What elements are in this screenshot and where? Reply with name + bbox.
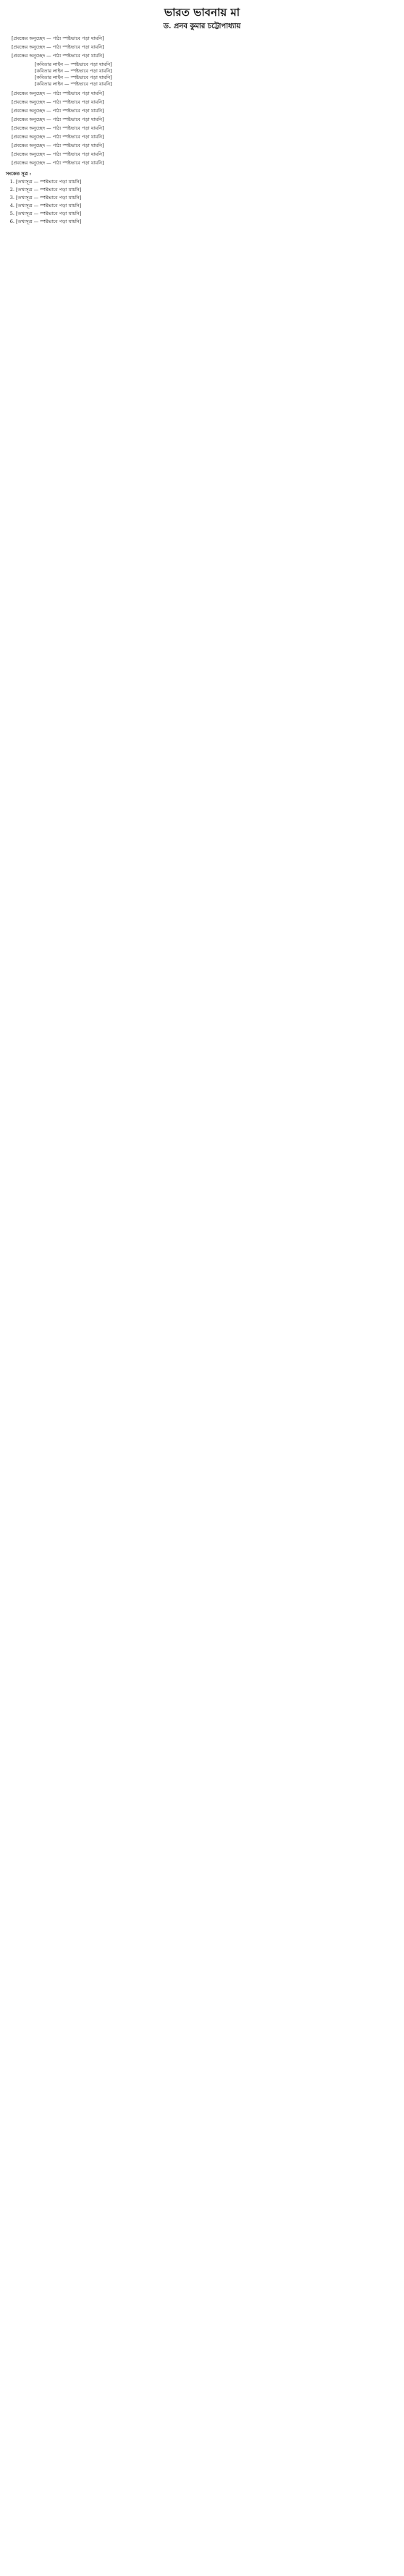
body-paragraph: [প্রবন্ধের অনুচ্ছেদ — পাঠ্য স্পষ্টভাবে পড়া যায়নি]: [12, 99, 104, 105]
article-body: [6, 35, 398, 167]
poem-line: [কবিতার লাইন — স্পষ্টভাবে পড়া যায়নি]: [35, 75, 112, 80]
reference-item: 6. [তথ্যসূত্র — স্পষ্টভাবে পড়া যায়নি]: [16, 219, 398, 225]
body-paragraph: [প্রবন্ধের অনুচ্ছেদ — পাঠ্য স্পষ্টভাবে পড়া যায়নি]: [12, 143, 104, 148]
references-title: সংকেত সূত্র :: [6, 171, 32, 177]
reference-item: 1. [তথ্যসূত্র — স্পষ্টভাবে পড়া যায়নি]: [16, 179, 398, 185]
references-section: [6, 171, 398, 225]
body-paragraph: [প্রবন্ধের অনুচ্ছেদ — পাঠ্য স্পষ্টভাবে পড়া যায়নি]: [12, 108, 104, 114]
references-list: [6, 179, 398, 225]
body-paragraph: [প্রবন্ধের অনুচ্ছেদ — পাঠ্য স্পষ্টভাবে পড়া যায়নি]: [12, 134, 104, 140]
article-author: ড. প্রনব কুমার চট্টোপাধ্যায়: [163, 22, 241, 30]
body-paragraph: [প্রবন্ধের অনুচ্ছেদ — পাঠ্য স্পষ্টভাবে পড়া যায়নি]: [12, 35, 104, 41]
reference-item: 2. [তথ্যসূত্র — স্পষ্টভাবে পড়া যায়নি]: [16, 187, 398, 193]
poem-line: [কবিতার লাইন — স্পষ্টভাবে পড়া যায়নি]: [35, 68, 112, 74]
body-paragraph: [প্রবন্ধের অনুচ্ছেদ — পাঠ্য স্পষ্টভাবে পড়া যায়নি]: [12, 44, 104, 50]
body-paragraph: [প্রবন্ধের অনুচ্ছেদ — পাঠ্য স্পষ্টভাবে পড়া যায়নি]: [12, 53, 104, 59]
body-paragraph: [প্রবন্ধের অনুচ্ছেদ — পাঠ্য স্পষ্টভাবে পড়া যায়নি]: [12, 160, 104, 166]
body-paragraph: [প্রবন্ধের অনুচ্ছেদ — পাঠ্য স্পষ্টভাবে পড়া যায়নি]: [12, 117, 104, 122]
poem-block: [35, 62, 398, 88]
article-title: ভারত ভাবনায় মা: [164, 6, 240, 19]
reference-item: 3. [তথ্যসূত্র — স্পষ্টভাবে পড়া যায়নি]: [16, 195, 398, 201]
body-paragraph: [প্রবন্ধের অনুচ্ছেদ — পাঠ্য স্পষ্টভাবে পড়া যায়নি]: [12, 125, 104, 131]
poem-line: [কবিতার লাইন — স্পষ্টভাবে পড়া যায়নি]: [35, 81, 112, 87]
reference-item: 5. [তথ্যসূত্র — স্পষ্টভাবে পড়া যায়নি]: [16, 211, 398, 217]
poem-line: [কবিতার লাইন — স্পষ্টভাবে পড়া যায়নি]: [35, 62, 112, 67]
reference-item: 4. [তথ্যসূত্র — স্পষ্টভাবে পড়া যায়নি]: [16, 203, 398, 209]
body-paragraph: [প্রবন্ধের অনুচ্ছেদ — পাঠ্য স্পষ্টভাবে পড়া যায়নি]: [12, 91, 104, 96]
body-paragraph: [প্রবন্ধের অনুচ্ছেদ — পাঠ্য স্পষ্টভাবে পড়া যায়নি]: [12, 151, 104, 157]
